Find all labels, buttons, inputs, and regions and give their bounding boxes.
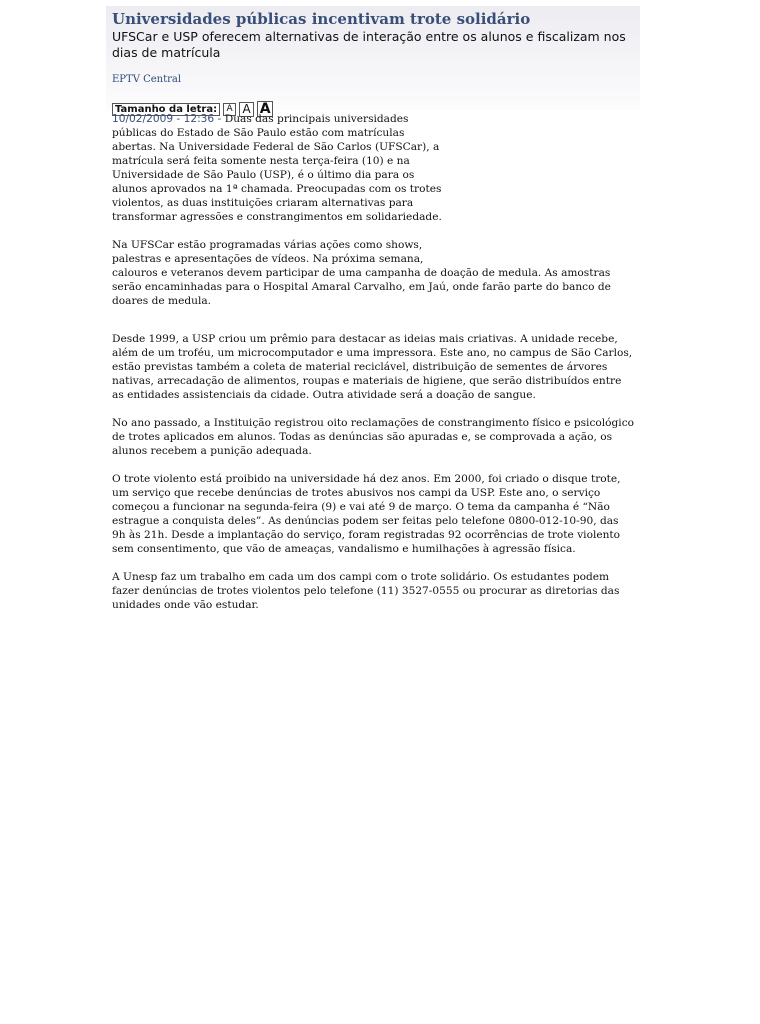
article-paragraph-text: calouros e veteranos devem participar de uma campanha de doação de medula. As amostras serão encaminhadas para o Hospital Amaral Carvalho, em Jaú, onde farão parte do banco de doares de medula. — [112, 267, 611, 307]
article-paragraph: A Unesp faz um trabalho em cada um dos campi com o trote solidário. Os estudantes podem fazer denúncias de trotes violentos pelo telefone (11) 3527-0555 ou procurar as diretorias das unidades onde vão estudar. — [112, 571, 620, 611]
article-paragraph: Desde 1999, a USP criou um prêmio para destacar as ideias mais criativas. A unidade recebe, além de um troféu, um microcomputador e uma impressora. Este ano, no campus de São Carlos, estão previstas também a coleta de material reciclável, distribuição de sementes de árvores nativas, arrecadação de alimentos, roupas e materiais de higiene, que serão distribuídos entre as entidades assistenciais da cidade. Outra atividade será a doação de sangue. — [112, 333, 633, 401]
article-paragraph — [112, 112, 448, 224]
font-size-large-button[interactable]: A — [257, 101, 273, 117]
article-subtitle: UFSCar e USP oferecem alternativas de interação entre os alunos e fiscalizam nos dias de matrícula — [112, 29, 626, 60]
font-size-medium-button[interactable]: A — [239, 102, 254, 117]
article-body — [106, 110, 640, 612]
news-article-page — [106, 6, 640, 626]
article-paragraph — [112, 238, 634, 308]
article-header — [106, 6, 640, 117]
font-size-small-button[interactable]: A — [223, 103, 236, 116]
article-title: Universidades públicas incentivam trote solidário — [112, 10, 531, 28]
article-paragraph-text: Na UFSCar estão programadas várias ações como shows, palestras e apresentações de vídeos. Na próxima semana, — [112, 239, 424, 265]
font-size-label: Tamanho da letra: — [112, 103, 220, 116]
article-date: 10/02/2009 - 12:36 - — [112, 113, 222, 125]
article-paragraph-text: Duas das principais universidades públicas do Estado de São Paulo estão com matrículas abertas. Na Universidade Federal de São Carlos (UFSCar), a matrícula será feita somente nesta terça-feira (10) e na Universidade de São Paulo (USP), é o último dia para os alunos aprovados na 1ª chamada. Preocupadas com os trotes violentos, as duas instituições criaram alternativas para transformar agressões e constrangimentos em solidariedade. — [112, 113, 442, 223]
article-paragraph: No ano passado, a Instituição registrou oito reclamações de constrangimento físico e psicológico de trotes aplicados em alunos. Todas as denúncias são apuradas e, se comprovada a ação, os alunos recebem a punição adequada. — [112, 417, 635, 457]
article-paragraph: O trote violento está proibido na universidade há dez anos. Em 2000, foi criado o disque trote, um serviço que recebe denúncias de trotes abusivos nos campi da USP. Este ano, o serviço começou a funcionar na segunda-feira (9) e vai até 9 de março. O tema da campanha é “Não estrague a conquista deles”. As denúncias podem ser feitas pelo telefone 0800-012-10-90, das 9h às 21h. Desde a implantação do serviço, foram registradas 92 ocorrências de trote violento sem consentimento, que vão de ameaças, vandalismo e humilhações à agressão física. — [112, 473, 621, 555]
article-source: EPTV Central — [112, 74, 182, 85]
